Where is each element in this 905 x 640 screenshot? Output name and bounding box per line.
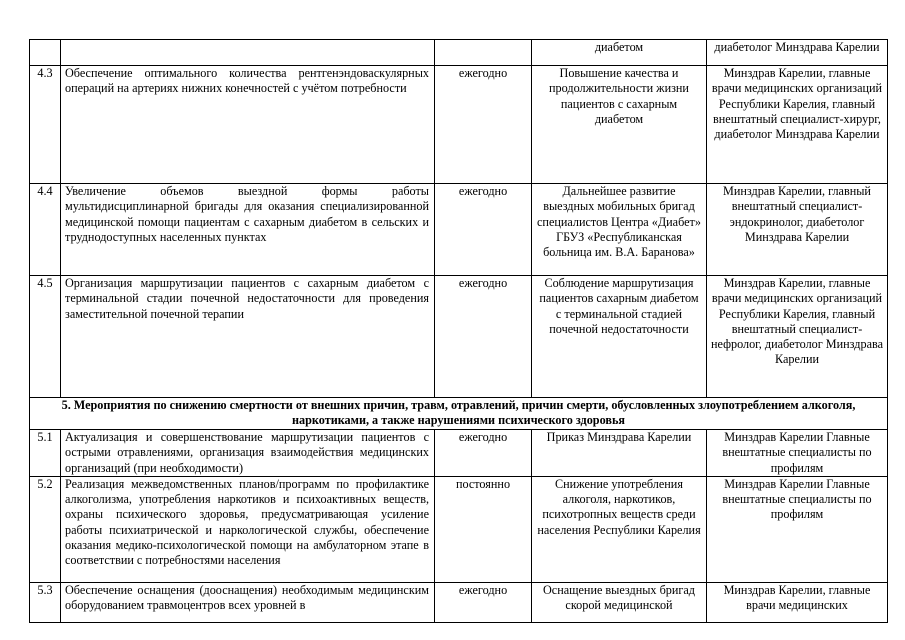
action-cell: Обеспечение оснащения (дооснащения) необходимым медицинским оборудованием травмоцентров всех уровней в <box>61 582 435 622</box>
table-row <box>30 276 888 398</box>
term-cell: ежегодно <box>435 66 532 184</box>
term-cell: постоянно <box>435 476 532 582</box>
row-number: 5.1 <box>30 430 61 477</box>
row-number: 5.2 <box>30 476 61 582</box>
section-title: 5. Мероприятия по снижению смертности от внешних причин, травм, отравлений, причин смерти, обусловленных злоупотреблением алкоголя, наркотиками, а также нарушениями психического здоровья <box>30 398 888 430</box>
result-cell: Оснащение выездных бригад скорой медицинской <box>532 582 707 622</box>
measures-table <box>29 39 888 623</box>
responsible-cell: Минздрав Карелии, главный внештатный специалист-эндокринолог, диабетолог Минздрава Карелии <box>707 184 888 276</box>
result-cell: Соблюдение маршрутизация пациентов сахарным диабетом с терминальной стадией почечной недостаточности <box>532 276 707 398</box>
responsible-cell: Минздрав Карелии, главные врачи медицинских организаций Республики Карелия, главный внештатный специалист-хирург, диабетолог Минздрава Карелии <box>707 66 888 184</box>
row-number: 5.3 <box>30 582 61 622</box>
action-cell: Обеспечение оптимального количества рентгенэндоваскулярных операций на артериях нижних конечностей с учётом потребности <box>61 66 435 184</box>
responsible-cell: Минздрав Карелии, главные врачи медицинских <box>707 582 888 622</box>
table-row <box>30 184 888 276</box>
term-cell: ежегодно <box>435 276 532 398</box>
responsible-cell: Минздрав Карелии Главные внештатные специалисты по профилям <box>707 476 888 582</box>
term-cell: ежегодно <box>435 430 532 477</box>
row-number: 4.3 <box>30 66 61 184</box>
table-row <box>30 582 888 622</box>
action-cell: Реализация межведомственных планов/программ по профилактике алкоголизма, употребления наркотиков и психоактивных веществ, охраны психического здоровья, предусматривающая усиление работы психиатрической и наркологической службы, обеспечение оказания медико-психологической помощи на амбулаторном этапе в соответствии с потребностями населения <box>61 476 435 582</box>
row-number: 4.4 <box>30 184 61 276</box>
result-cell: диабетом <box>532 40 707 66</box>
row-number: 4.5 <box>30 276 61 398</box>
action-cell <box>61 40 435 66</box>
responsible-cell: Минздрав Карелии, главные врачи медицинских организаций Республики Карелия, главный внештатный специалист-нефролог, диабетолог Минздрава Карелии <box>707 276 888 398</box>
row-number <box>30 40 61 66</box>
term-cell: ежегодно <box>435 184 532 276</box>
result-cell: Дальнейшее развитие выездных мобильных бригад специалистов Центра «Диабет» ГБУЗ «Республиканская больница им. В.А. Баранова» <box>532 184 707 276</box>
term-cell: ежегодно <box>435 582 532 622</box>
action-cell: Увеличение объемов выездной формы работы мультидисциплинарной бригады для оказания специализированной медицинской помощи пациентам с сахарным диабетом в сельских и труднодоступных населенных пунктах <box>61 184 435 276</box>
result-cell: Снижение употребления алкоголя, наркотиков, психотропных веществ среди населения Республики Карелия <box>532 476 707 582</box>
action-cell: Актуализация и совершенствование маршрутизации пациентов с острыми отравлениями, организация взаимодействия медицинских организаций (при необходимости) <box>61 430 435 477</box>
result-cell: Приказ Минздрава Карелии <box>532 430 707 477</box>
table-row <box>30 430 888 477</box>
term-cell <box>435 40 532 66</box>
table-row <box>30 66 888 184</box>
section-row <box>30 398 888 430</box>
responsible-cell: Минздрав Карелии Главные внештатные специалисты по профилям <box>707 430 888 477</box>
table-row <box>30 40 888 66</box>
responsible-cell: диабетолог Минздрава Карелии <box>707 40 888 66</box>
result-cell: Повышение качества и продолжительности жизни пациентов с сахарным диабетом <box>532 66 707 184</box>
action-cell: Организация маршрутизации пациентов с сахарным диабетом с терминальной стадии почечной недостаточности для проведения заместительной почечной терапии <box>61 276 435 398</box>
table-row <box>30 476 888 582</box>
